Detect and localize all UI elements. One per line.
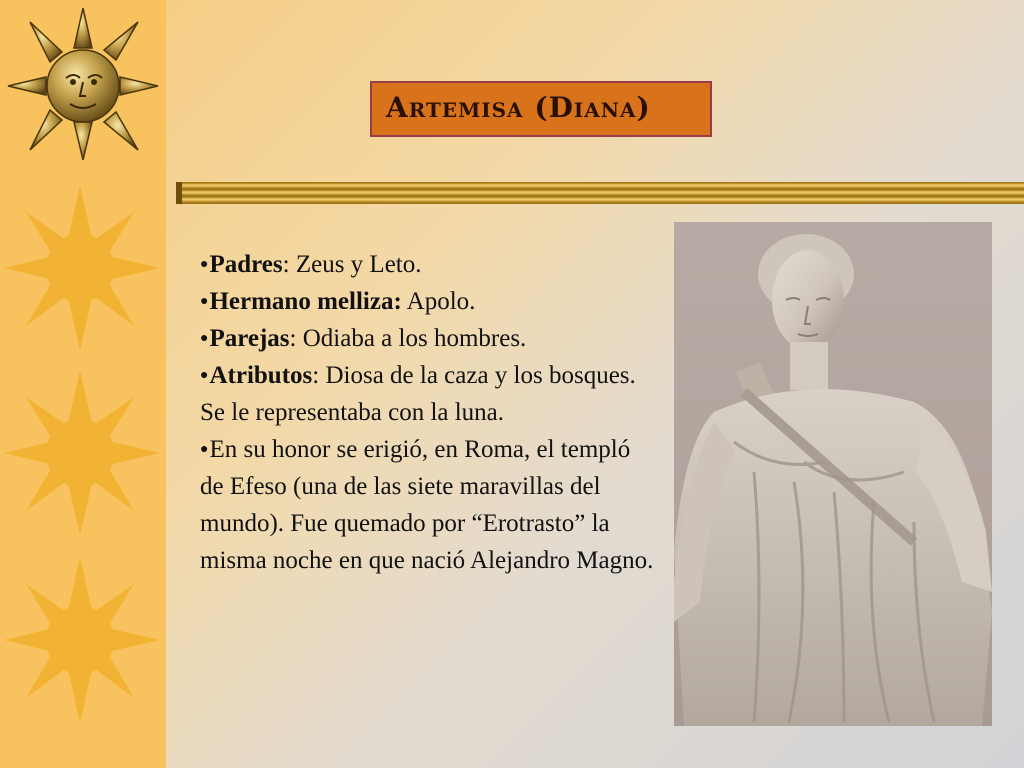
- title-box: [370, 81, 712, 137]
- bullet-list: [200, 246, 660, 579]
- gold-divider-cap: [176, 182, 182, 204]
- bullet-item: ●Atributos: Diosa de la caza y los bosques. Se le representaba con la luna.: [200, 362, 636, 426]
- bullet-item: ●Hermano melliza: Apolo.: [200, 288, 476, 315]
- bullet-item: ●Parejas: Odiaba a los hombres.: [200, 325, 527, 352]
- statue-image: [674, 222, 992, 726]
- bullet-item: ●Padres: Zeus y Leto.: [200, 251, 422, 278]
- gold-divider-bar: [176, 182, 1024, 204]
- slide-title: Artemisa (Diana): [386, 91, 651, 124]
- sun-icon: [0, 552, 166, 727]
- bullet-item: ●En su honor se erigió, en Roma, el templó de Efeso (una de las siete maravillas del mundo). Fue quemado por “Erotrasto” la misma noche en que nació Alejandro Magno.: [200, 436, 654, 574]
- sun-icon: [0, 365, 166, 540]
- sun-face-icon: [0, 0, 166, 172]
- sun-icon: [0, 180, 166, 355]
